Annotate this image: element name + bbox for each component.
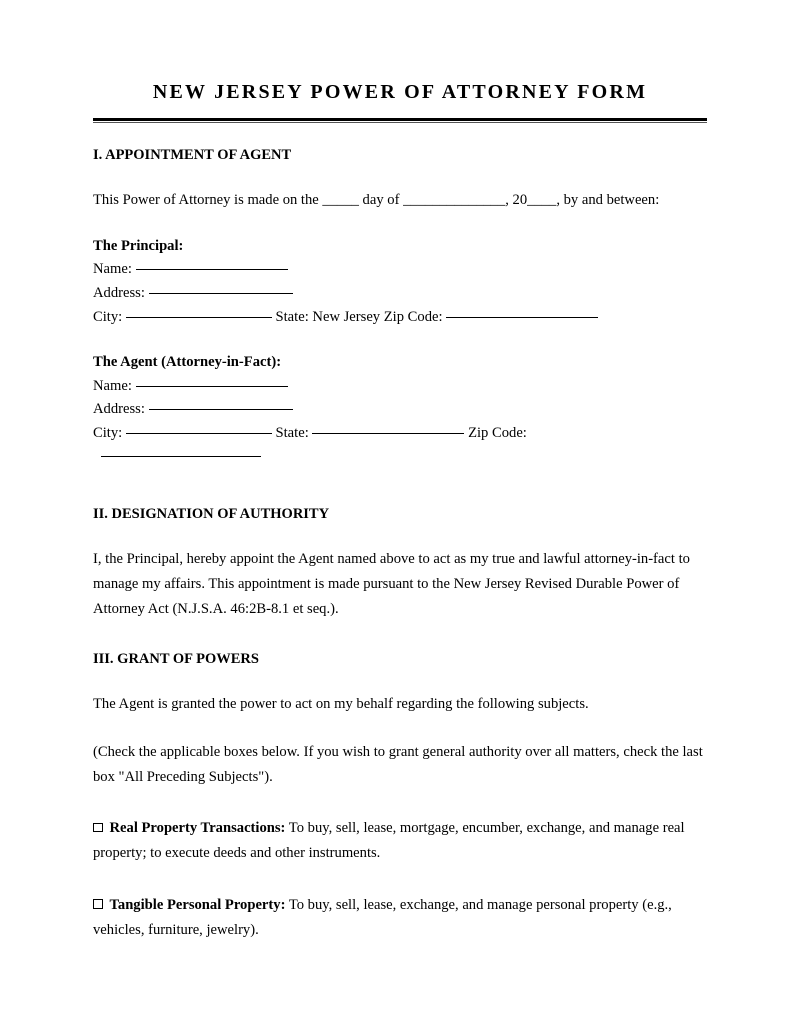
- agent-city-label: City:: [93, 424, 123, 441]
- year-blank[interactable]: ____: [527, 191, 557, 208]
- principal-city-input[interactable]: [126, 317, 272, 318]
- subject-title: Real Property Transactions:: [109, 820, 286, 837]
- month-blank[interactable]: ______________: [403, 191, 506, 208]
- principal-block-label: The Principal:: [93, 237, 184, 254]
- subject-description: To buy, sell, lease, exchange, and manage personal property (e.g., vehicles, furniture, jewelry).: [93, 896, 672, 938]
- intro-text-mid: day of: [358, 191, 404, 208]
- agent-address-label: Address:: [93, 401, 145, 418]
- agent-address-input[interactable]: [149, 409, 293, 410]
- grant-body: The Agent is granted the power to act on my behalf regarding the following subjects.: [93, 696, 589, 713]
- principal-address-label: Address:: [93, 284, 145, 301]
- subject-item-tangible-personal-property[interactable]: [93, 867, 707, 943]
- checkbox-icon[interactable]: [93, 899, 103, 909]
- principal-city-state-zip-row: [93, 306, 707, 330]
- principal-address-input[interactable]: [149, 293, 293, 294]
- appointment-intro-paragraph: [93, 165, 707, 213]
- subject-description: To buy, sell, lease, mortgage, encumber, exchange, and manage real property; to execute deeds and other instruments.: [93, 820, 685, 862]
- principal-name-label: Name:: [93, 261, 132, 278]
- agent-city-state-zip-row: [93, 422, 707, 446]
- principal-address-row: [93, 282, 707, 306]
- principal-zip-input[interactable]: [446, 317, 598, 318]
- year-prefix: , 20: [505, 191, 528, 208]
- page-content: [93, 0, 707, 943]
- agent-state-input[interactable]: [312, 433, 464, 434]
- principal-name-row: [93, 258, 707, 282]
- section-heading-designation: II. DESIGNATION OF AUTHORITY: [93, 506, 330, 523]
- agent-zip-input-row: [93, 445, 707, 469]
- intro-text-after: , by and between:: [556, 191, 660, 208]
- agent-address-row: [93, 398, 707, 422]
- page-title: NEW JERSEY POWER OF ATTORNEY FORM: [152, 81, 648, 103]
- agent-block-label: The Agent (Attorney-in-Fact):: [93, 354, 282, 371]
- agent-state-label: State:: [275, 424, 309, 441]
- grant-instruction: (Check the applicable boxes below. If you wish to grant general authority over all matters, check the last box "All Preceding Subjects").: [93, 744, 703, 786]
- checkbox-icon[interactable]: [93, 823, 103, 833]
- principal-city-label: City:: [93, 308, 123, 325]
- agent-name-input[interactable]: [136, 386, 288, 387]
- agent-zip-input[interactable]: [101, 456, 261, 457]
- subject-title: Tangible Personal Property:: [109, 896, 286, 913]
- principal-name-input[interactable]: [136, 269, 288, 270]
- agent-name-row: [93, 375, 707, 399]
- agent-city-input[interactable]: [126, 433, 272, 434]
- day-blank[interactable]: _____: [322, 191, 359, 208]
- section-heading-appointment: I. APPOINTMENT OF AGENT: [93, 147, 292, 163]
- agent-zip-label: Zip Code:: [468, 424, 527, 441]
- principal-state-label: State:: [275, 308, 309, 325]
- subject-item-real-property[interactable]: [93, 790, 707, 866]
- principal-zip-label: Zip Code:: [383, 308, 443, 325]
- principal-state-value: New Jersey: [312, 308, 381, 325]
- section-heading-grant: III. GRANT OF POWERS: [93, 651, 259, 668]
- agent-name-label: Name:: [93, 377, 132, 394]
- intro-text-before: This Power of Attorney is made on the: [93, 191, 323, 208]
- designation-body: I, the Principal, hereby appoint the Agent named above to act as my true and lawful attorney-in-fact to manage my affairs. This appointment is made pursuant to the New Jersey Revised Durable Power of Attorney Act (N.J.S.A. 46:2B-8.1 et seq.).: [93, 550, 690, 618]
